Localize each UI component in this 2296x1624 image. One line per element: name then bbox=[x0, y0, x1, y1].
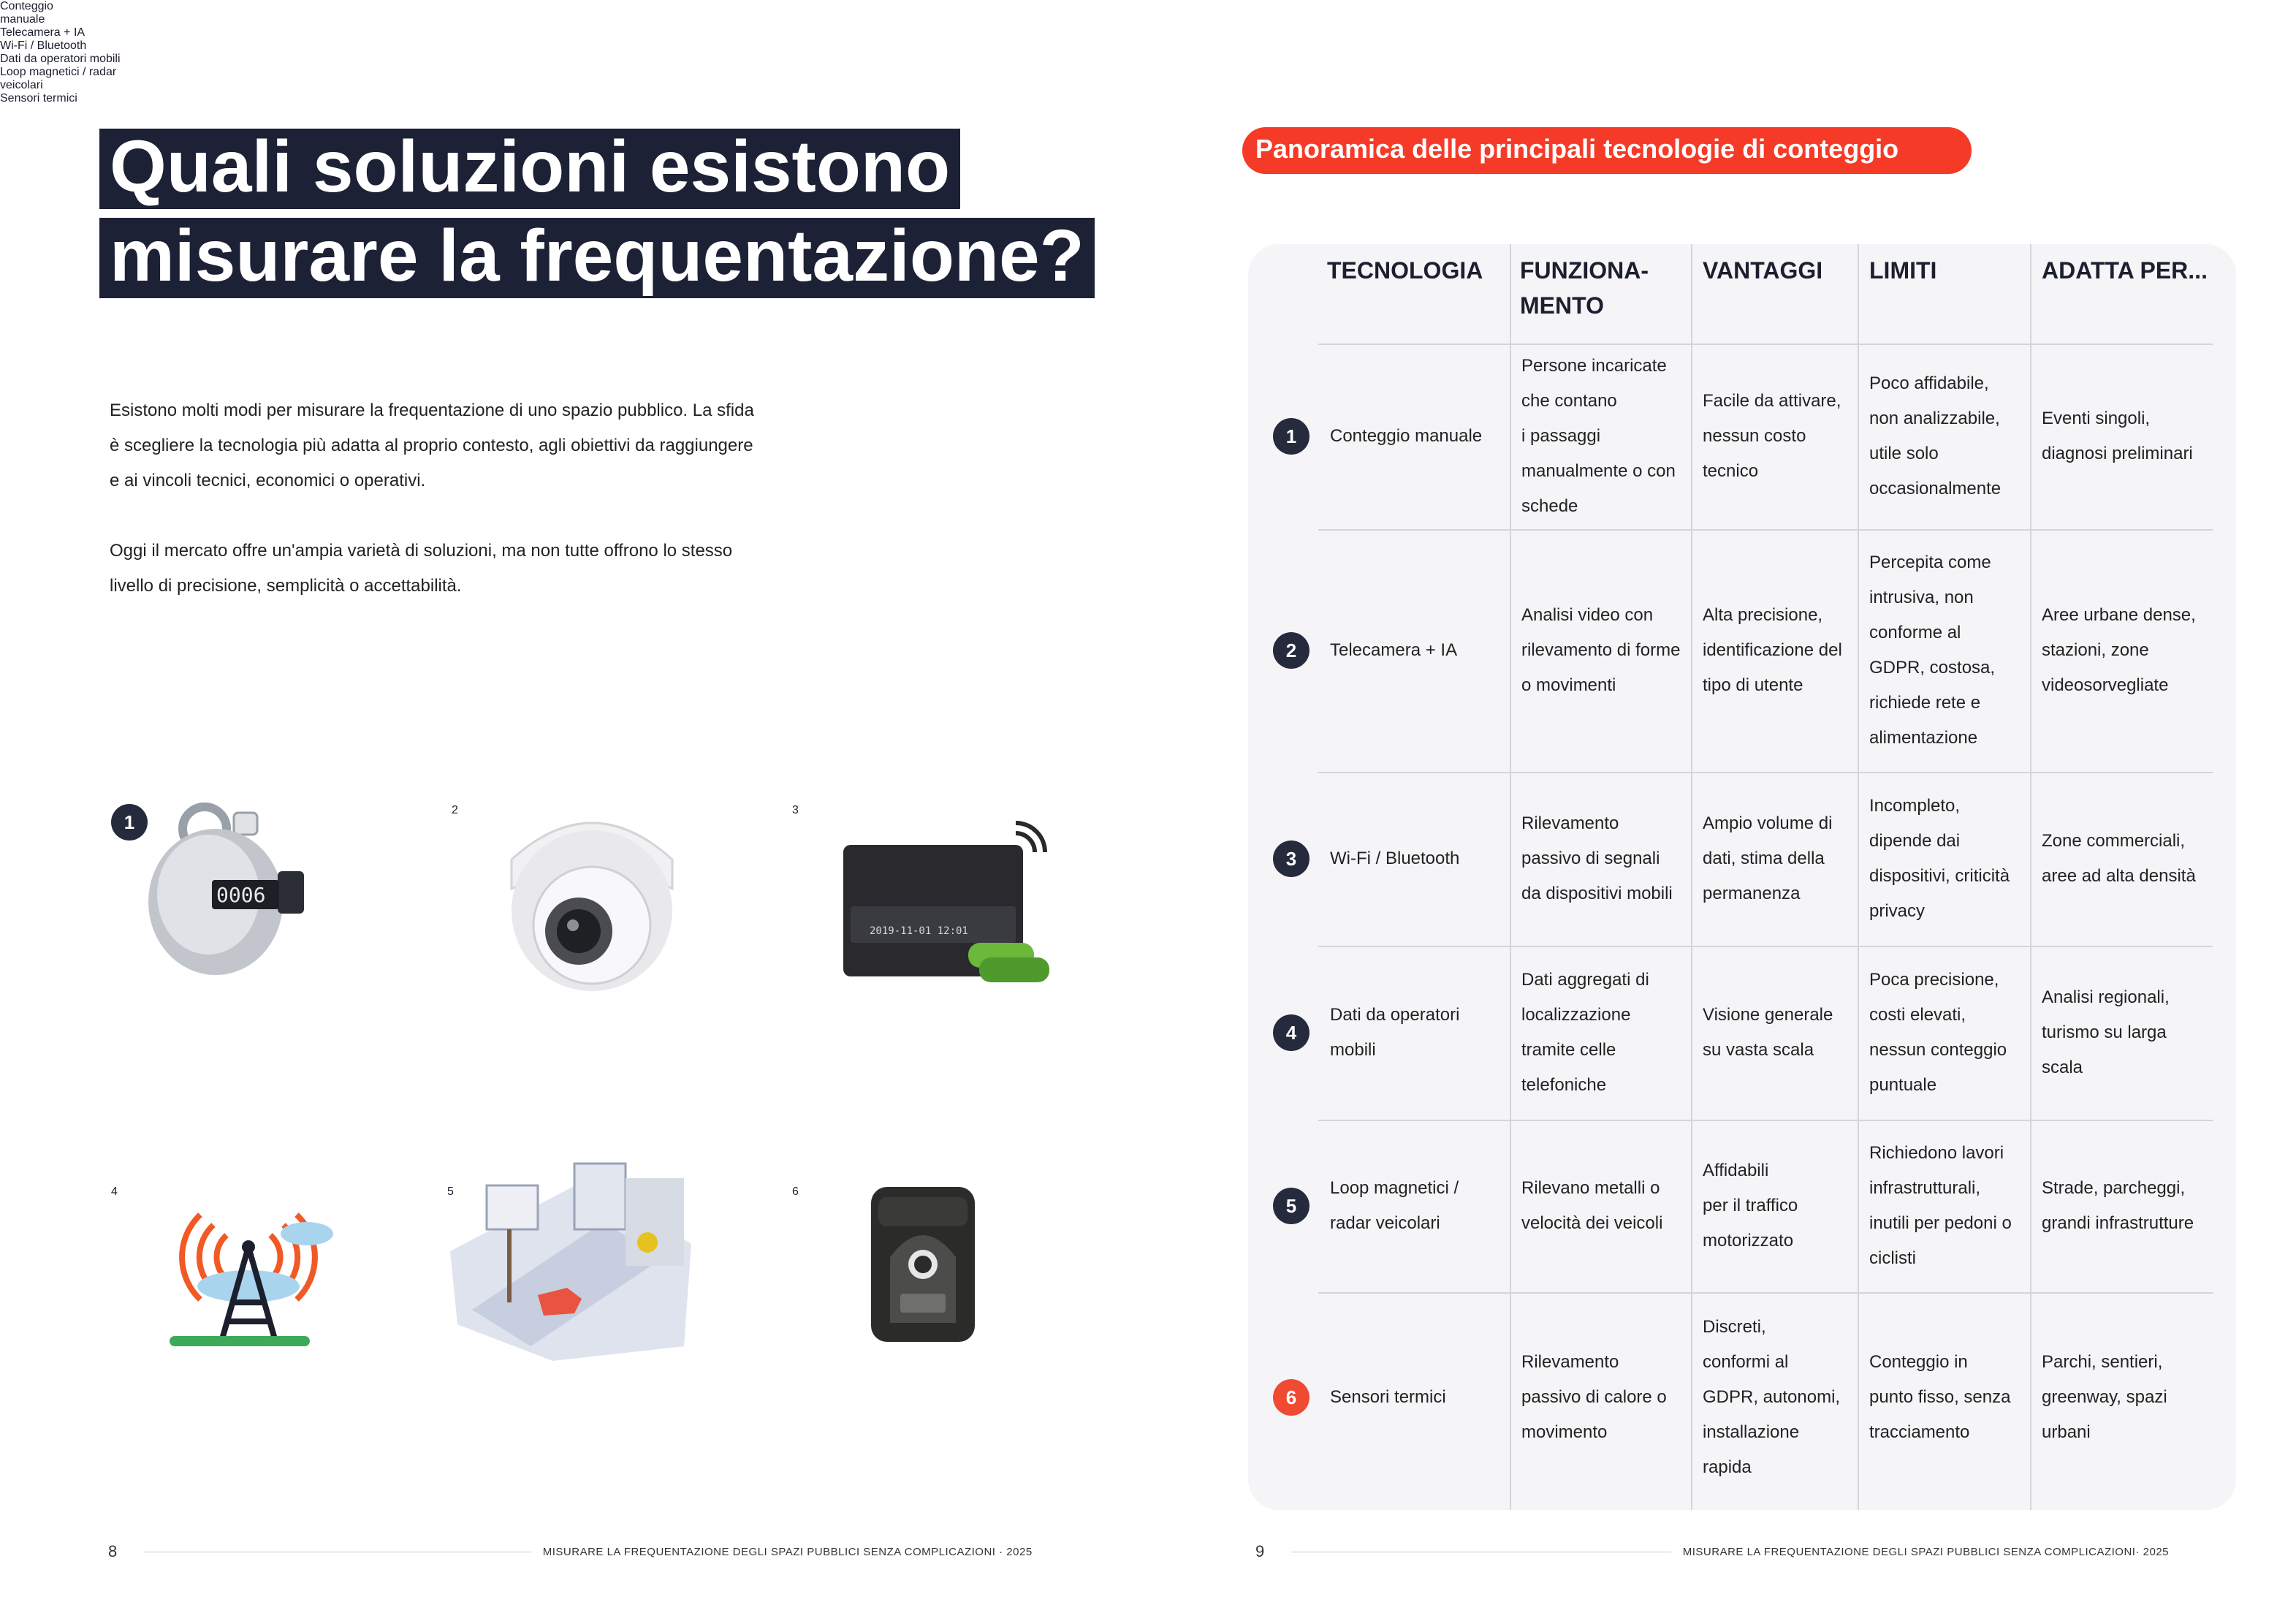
cell-line: stazioni, zone bbox=[2042, 640, 2149, 660]
row-number-badge: 2 bbox=[1273, 632, 1309, 669]
row-divider bbox=[1318, 772, 2213, 773]
cell-line: Incompleto, bbox=[1869, 796, 1961, 816]
cell-line: Richiedono lavori bbox=[1869, 1143, 2004, 1163]
cell-line: inutili per pedoni o bbox=[1869, 1213, 2012, 1233]
cell-line: motorizzato bbox=[1703, 1231, 1794, 1251]
cell-adatta-per bbox=[2042, 401, 2193, 471]
svg-text:2019-11-01 12:01: 2019-11-01 12:01 bbox=[870, 925, 968, 937]
cell-line: localizzazione bbox=[1521, 1005, 1631, 1025]
cell-line: utile solo bbox=[1869, 444, 1939, 463]
tile-number-badge: 5 bbox=[447, 1185, 454, 1198]
section-pill-title: Panoramica delle principali tecnologie di conteggio bbox=[1242, 127, 1972, 174]
cell-line: Poca precisione, bbox=[1869, 970, 1999, 990]
footer-text: MISURARE LA FREQUENTAZIONE DEGLI SPAZI PUBBLICI SENZA COMPLICAZIONI· 2025 bbox=[1682, 1545, 2170, 1558]
page-number: 9 bbox=[1255, 1542, 1265, 1560]
cell-line: grandi infrastrutture bbox=[2042, 1213, 2194, 1233]
column-divider bbox=[2030, 244, 2031, 1510]
column-divider bbox=[1691, 244, 1692, 1510]
cell-line: GDPR, costosa, bbox=[1869, 658, 1996, 678]
cell-line: Conteggio manuale bbox=[1330, 426, 1483, 446]
cell-line: videosorvegliate bbox=[2042, 675, 2169, 695]
cell-line: da dispositivi mobili bbox=[1521, 884, 1673, 903]
cell-line: Loop magnetici / bbox=[1330, 1178, 1459, 1198]
header-vantaggi: VANTAGGI bbox=[1703, 257, 1823, 284]
cell-vantaggi bbox=[1703, 1310, 1840, 1485]
cell-line: turismo su larga bbox=[2042, 1022, 2167, 1042]
cell-line: Analisi regionali, bbox=[2042, 987, 2170, 1007]
cell-tecnologia bbox=[1330, 1380, 1446, 1415]
cell-line: greenway, spazi bbox=[2042, 1387, 2167, 1407]
cell-line: Sensori termici bbox=[1330, 1387, 1446, 1407]
cell-line: dati, stima della bbox=[1703, 849, 1825, 868]
cell-line: Visione generale bbox=[1703, 1005, 1833, 1025]
cell-limiti bbox=[1869, 963, 2007, 1103]
cell-line: Strade, parcheggi, bbox=[2042, 1178, 2186, 1198]
cell-line: richiede rete e bbox=[1869, 693, 1981, 713]
cell-line: velocità dei veicoli bbox=[1521, 1213, 1663, 1233]
page-title-line-2: misurare la frequentazione? bbox=[99, 218, 1095, 298]
cell-funzionamento bbox=[1521, 1345, 1667, 1450]
header-funzionamento: FUNZIONA- MENTO bbox=[1520, 257, 1649, 319]
cell-line: conformi al bbox=[1703, 1352, 1789, 1372]
row-number-badge: 4 bbox=[1273, 1014, 1309, 1051]
cell-adatta-per bbox=[2042, 598, 2196, 703]
cell-line: non analizzabile, bbox=[1869, 409, 2000, 428]
cell-line: rilevamento di forme bbox=[1521, 640, 1681, 660]
cell-line: intrusiva, non bbox=[1869, 588, 1974, 607]
page-number: 8 bbox=[108, 1542, 118, 1560]
intro-paragraph-2: Oggi il mercato offre un'ampia varietà di soluzioni, ma non tutte offrono lo stesso livello di precisione, semplicità o accettabilità. bbox=[110, 541, 733, 596]
cell-line: Dati aggregati di bbox=[1521, 970, 1649, 990]
cell-line: infrastrutturali, bbox=[1869, 1178, 1981, 1198]
street-radar-scene-icon bbox=[443, 1149, 699, 1368]
cell-line: identificazione del bbox=[1703, 640, 1842, 660]
column-divider bbox=[1858, 244, 1859, 1510]
cell-line: rapida bbox=[1703, 1457, 1752, 1477]
tile-number-badge: 6 bbox=[792, 1185, 799, 1198]
cell-line: punto fisso, senza bbox=[1869, 1387, 2011, 1407]
cell-line: Alta precisione, bbox=[1703, 605, 1823, 625]
cell-line: i passaggi bbox=[1521, 426, 1601, 446]
cell-line: Dati da operatori bbox=[1330, 1005, 1460, 1025]
cell-funzionamento bbox=[1521, 598, 1680, 703]
cell-line: che contano bbox=[1521, 391, 1617, 411]
cell-funzionamento bbox=[1521, 1171, 1662, 1241]
row-divider bbox=[1318, 946, 2213, 947]
cell-line: Wi-Fi / Bluetooth bbox=[1330, 849, 1460, 868]
cell-adatta-per bbox=[2042, 1345, 2167, 1450]
cell-line: conforme al bbox=[1869, 623, 1961, 642]
cell-line: Aree urbane dense, bbox=[2042, 605, 2196, 625]
footer-text: MISURARE LA FREQUENTAZIONE DEGLI SPAZI PUBBLICI SENZA COMPLICAZIONI · 2025 bbox=[542, 1545, 1033, 1558]
cell-line: Eventi singoli, bbox=[2042, 409, 2151, 428]
cell-tecnologia bbox=[1330, 419, 1482, 454]
cell-line: puntuale bbox=[1869, 1075, 1937, 1095]
cell-line: Conteggio in bbox=[1869, 1352, 1968, 1372]
row-number-badge: 1 bbox=[1273, 418, 1309, 455]
cell-funzionamento bbox=[1521, 806, 1673, 911]
cell-tecnologia bbox=[1330, 633, 1457, 668]
tile-label: Wi-Fi / Bluetooth bbox=[0, 39, 87, 52]
cell-line: aree ad alta densità bbox=[2042, 866, 2196, 886]
cell-line: Discreti, bbox=[1703, 1317, 1766, 1337]
tile-label: Conteggio manuale bbox=[0, 0, 53, 26]
row-number-badge: 5 bbox=[1273, 1188, 1309, 1224]
cell-line: Percepita come bbox=[1869, 553, 1991, 572]
cell-line: Parchi, sentieri, bbox=[2042, 1352, 2163, 1372]
cell-tecnologia bbox=[1330, 841, 1459, 876]
cell-line: per il traffico bbox=[1703, 1196, 1798, 1215]
column-divider bbox=[1510, 244, 1511, 1510]
cell-vantaggi bbox=[1703, 598, 1842, 703]
cell-limiti bbox=[1869, 789, 2010, 929]
cell-funzionamento bbox=[1521, 963, 1649, 1103]
tile-label: Sensori termici bbox=[0, 92, 77, 105]
cell-vantaggi bbox=[1703, 806, 1832, 911]
dome-camera-icon bbox=[497, 801, 687, 991]
cell-adatta-per bbox=[2042, 980, 2170, 1085]
row-number-badge: 6 bbox=[1273, 1379, 1309, 1416]
cell-line: diagnosi preliminari bbox=[2042, 444, 2193, 463]
cell-vantaggi bbox=[1703, 384, 1841, 489]
svg-text:0006: 0006 bbox=[216, 883, 266, 907]
cell-line: su vasta scala bbox=[1703, 1040, 1814, 1060]
cell-line: movimento bbox=[1521, 1422, 1608, 1442]
tile-label: Loop magnetici / radar veicolari bbox=[0, 66, 117, 91]
cell-line: GDPR, autonomi, bbox=[1703, 1387, 1841, 1407]
tile-number-badge: 3 bbox=[792, 804, 799, 816]
cell-line: tracciamento bbox=[1869, 1422, 1970, 1442]
cell-line: Telecamera + IA bbox=[1330, 640, 1458, 660]
header-adatta-per: ADATTA PER... bbox=[2042, 257, 2208, 284]
cell-line: ciclisti bbox=[1869, 1248, 1916, 1268]
row-number-badge: 3 bbox=[1273, 841, 1309, 877]
cell-line: radar veicolari bbox=[1330, 1213, 1440, 1233]
cell-line: tramite celle bbox=[1521, 1040, 1616, 1060]
cell-line: alimentazione bbox=[1869, 728, 1978, 748]
cell-line: costi elevati, bbox=[1869, 1005, 1966, 1025]
cell-line: Analisi video con bbox=[1521, 605, 1654, 625]
wifi-sensor-device-icon bbox=[833, 819, 1060, 994]
cell-line: occasionalmente bbox=[1869, 479, 2002, 498]
cell-line: Poco affidabile, bbox=[1869, 373, 1989, 393]
cell-line: Facile da attivare, bbox=[1703, 391, 1841, 411]
hand-tally-counter-icon bbox=[132, 801, 322, 984]
cell-line: privacy bbox=[1869, 901, 1926, 921]
cell-limiti bbox=[1869, 366, 2001, 506]
cell-line: permanenza bbox=[1703, 884, 1801, 903]
tile-number-badge: 4 bbox=[111, 1185, 118, 1198]
cell-line: installazione bbox=[1703, 1422, 1800, 1442]
cell-line: Rilevamento bbox=[1521, 1352, 1619, 1372]
row-divider bbox=[1318, 529, 2213, 531]
header-limiti: LIMITI bbox=[1869, 257, 1937, 284]
cell-line: mobili bbox=[1330, 1040, 1376, 1060]
cell-tecnologia bbox=[1330, 998, 1459, 1068]
cell-vantaggi bbox=[1703, 998, 1833, 1068]
cell-line: Affidabili bbox=[1703, 1161, 1769, 1180]
cell-line: Ampio volume di bbox=[1703, 813, 1833, 833]
cell-line: scala bbox=[2042, 1058, 2083, 1077]
cell-line: nessun costo bbox=[1703, 426, 1806, 446]
page-title-line-1: Quali soluzioni esistono bbox=[99, 129, 960, 209]
cell-line: manualmente o con bbox=[1521, 461, 1676, 481]
cell-adatta-per bbox=[2042, 824, 2196, 894]
cell-line: passivo di calore o bbox=[1521, 1387, 1667, 1407]
cell-tower-icon bbox=[161, 1199, 351, 1352]
cell-line: Rilevamento bbox=[1521, 813, 1619, 833]
cell-line: telefoniche bbox=[1521, 1075, 1607, 1095]
header-tecnologia: TECNOLOGIA bbox=[1327, 257, 1483, 284]
cell-line: urbani bbox=[2042, 1422, 2091, 1442]
cell-adatta-per bbox=[2042, 1171, 2194, 1241]
cell-limiti bbox=[1869, 1136, 2012, 1276]
cell-line: dispositivi, criticità bbox=[1869, 866, 2010, 886]
cell-line: Zone commerciali, bbox=[2042, 831, 2186, 851]
cell-line: Persone incaricate bbox=[1521, 356, 1667, 376]
intro-text bbox=[110, 393, 767, 639]
cell-tecnologia bbox=[1330, 1171, 1459, 1241]
cell-vantaggi bbox=[1703, 1153, 1798, 1259]
tile-label: Dati da operatori mobili bbox=[0, 53, 121, 65]
tile-number-badge: 2 bbox=[452, 804, 458, 816]
row-divider bbox=[1318, 344, 2213, 345]
cell-line: tipo di utente bbox=[1703, 675, 1803, 695]
row-divider bbox=[1318, 1120, 2213, 1121]
cell-limiti bbox=[1869, 545, 1995, 756]
cell-limiti bbox=[1869, 1345, 2010, 1450]
cell-funzionamento bbox=[1521, 349, 1676, 524]
cell-line: Rilevano metalli o bbox=[1521, 1178, 1660, 1198]
right-footer bbox=[1255, 1542, 2169, 1561]
cell-line: dipende dai bbox=[1869, 831, 1961, 851]
tile-number-badge: 1 bbox=[111, 804, 148, 841]
cell-line: o movimenti bbox=[1521, 675, 1616, 695]
cell-line: nessun conteggio bbox=[1869, 1040, 2007, 1060]
cell-line: passivo di segnali bbox=[1521, 849, 1660, 868]
tile-label: Telecamera + IA bbox=[0, 26, 85, 39]
cell-line: schede bbox=[1521, 496, 1578, 516]
row-divider bbox=[1318, 1292, 2213, 1294]
thermal-sensor-icon bbox=[868, 1184, 978, 1345]
cell-line: tecnico bbox=[1703, 461, 1759, 481]
intro-paragraph-1: Esistono molti modi per misurare la frequentazione di uno spazio pubblico. La sfida è scegliere la tecnologia più adatta al proprio contesto, agli obiettivi da raggiungere e ai vincoli tecnici, economici o operativi. bbox=[110, 401, 754, 490]
left-footer bbox=[108, 1542, 1033, 1561]
